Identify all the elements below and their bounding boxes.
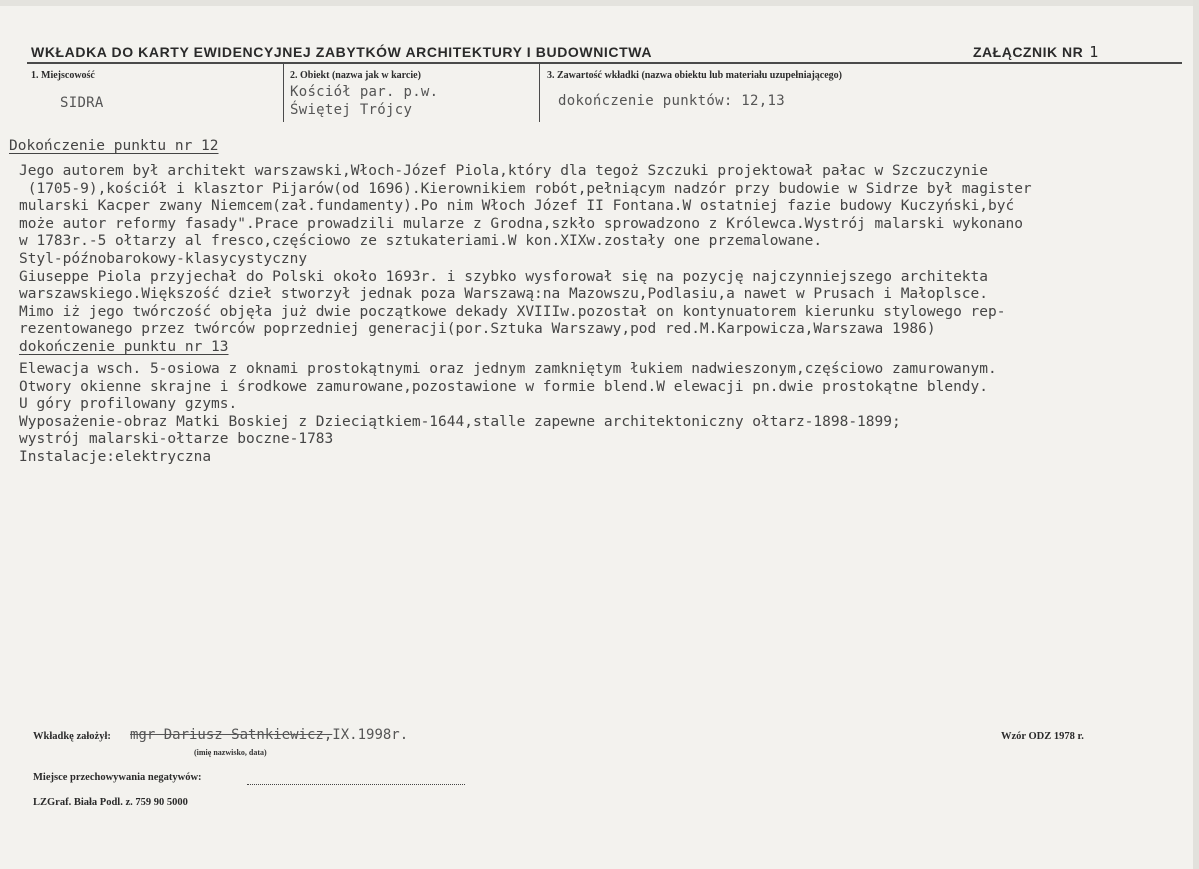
section-12-heading: Dokończenie punktu nr 12 [9,138,219,154]
header-rule [27,62,1182,64]
text-line: w 1783r.-5 ołtarzy al fresco,częściowo ze sztukateriami.W kon.XIXw.zostały one przemalowane. [19,233,823,250]
negatives-label: Miejsce przechowywania negatywów: [33,772,202,783]
locality-value: SIDRA [60,95,104,111]
text-line: wystrój malarski-ołtarze boczne-1783 [19,431,334,448]
author-label: Wkładkę założył: [33,731,111,742]
text-line: Elewacja wsch. 5-osiowa z oknami prostokątnymi oraz jednym zamkniętym łukiem nadwieszonym,częściowo zamurowanym. [19,361,997,377]
model-label: Wzór ODZ 1978 r. [1001,731,1084,742]
negatives-dotted-line [247,784,465,785]
text-line: Styl-późnobarokowy-klasycystyczny [19,251,308,267]
text-line: U góry profilowany gzyms. [19,396,238,413]
printer-label: LZGraf. Biała Podl. z. 759 90 5000 [33,797,188,808]
text-line: mularski Kacper zwany Niemcem(zał.fundamenty).Po nim Włoch Józef II Fontana.W ostatniej fazie budowy Kuczyński,być [19,198,1015,215]
object-label: 2. Obiekt (nazwa jak w karcie) [290,70,421,81]
text-line: Otwory okienne skrajne i środkowe zamurowane,pozostawione w formie blend.W elewacji pn.dwie prostokątne blendy. [19,378,989,395]
object-value-line1: Kościół par. p.w. [290,84,439,100]
author-signature [130,727,408,743]
text-line: może autor reformy fasady".Prace prowadzili mularze z Grodna,szkło sprowadzono z Królewca.Wystrój malarski wykonano [19,215,1023,232]
text-line: warszawskiego.Większość dzieł stworzył jednak poza Warszawą:na Mazowszu,Podlasiu,a nawet w Prusach i Małoplsce. [19,286,989,303]
text-line: Jego autorem był architekt warszawski,Włoch-Józef Piola,który dla tegoż Szczuki projektował pałac w Szczuczynie [19,163,989,179]
author-sublabel: (imię nazwisko, data) [194,748,267,757]
author-name: mgr Dariusz Satnkiewicz, [130,727,333,743]
text-line: Instalacje:elektryczna [19,449,212,465]
text-line: Mimo iż jego twórczość objęła już dwie początkowe dekady XVIIIw.pozostał on kontynuatorem kierunku stylowego rep- [19,303,1006,320]
card-top-edge [0,0,1199,6]
content-label: 3. Zawartość wkładki (nazwa obiektu lub materiału uzupełniającego) [547,70,843,81]
text-line: Wyposażenie-obraz Matki Boskiej z Dzieciątkiem-1644,stalle zapewne architektoniczny ołtarz-1898-1899; [19,413,901,430]
card-right-edge [1193,0,1199,869]
object-value-line2: Świętej Trójcy [290,102,413,118]
text-line: (1705-9),kościół i klasztor Pijarów(od 1696).Kierownikiem robót,pełniącym nadzór przy budowie w Sidrze był magister [19,180,1032,197]
column-divider-1 [283,64,284,122]
locality-label: 1. Miejscowość [31,70,95,81]
author-date: IX.1998r. [332,727,409,743]
card-title: WKŁADKA DO KARTY EWIDENCYJNEJ ZABYTKÓW ARCHITEKTURY I BUDOWNICTWA [31,44,653,60]
attachment-label: ZAŁĄCZNIK NR [973,44,1084,60]
section-13-heading: dokończenie punktu nr 13 [19,339,229,355]
text-line: rezentowanego przez twórców poprzedniej generacji(por.Sztuka Warszawy,pod red.M.Karpowicza,Warszawa 1986) [19,321,936,338]
column-divider-2 [539,64,540,122]
attachment-number-value: 1 [1089,43,1099,61]
content-value: dokończenie punktów: 12,13 [558,93,785,109]
attachment-number [973,43,1099,61]
text-line: Giuseppe Piola przyjechał do Polski około 1693r. i szybko wysforował się na pozycję najczynniejszego architekta [19,268,989,285]
